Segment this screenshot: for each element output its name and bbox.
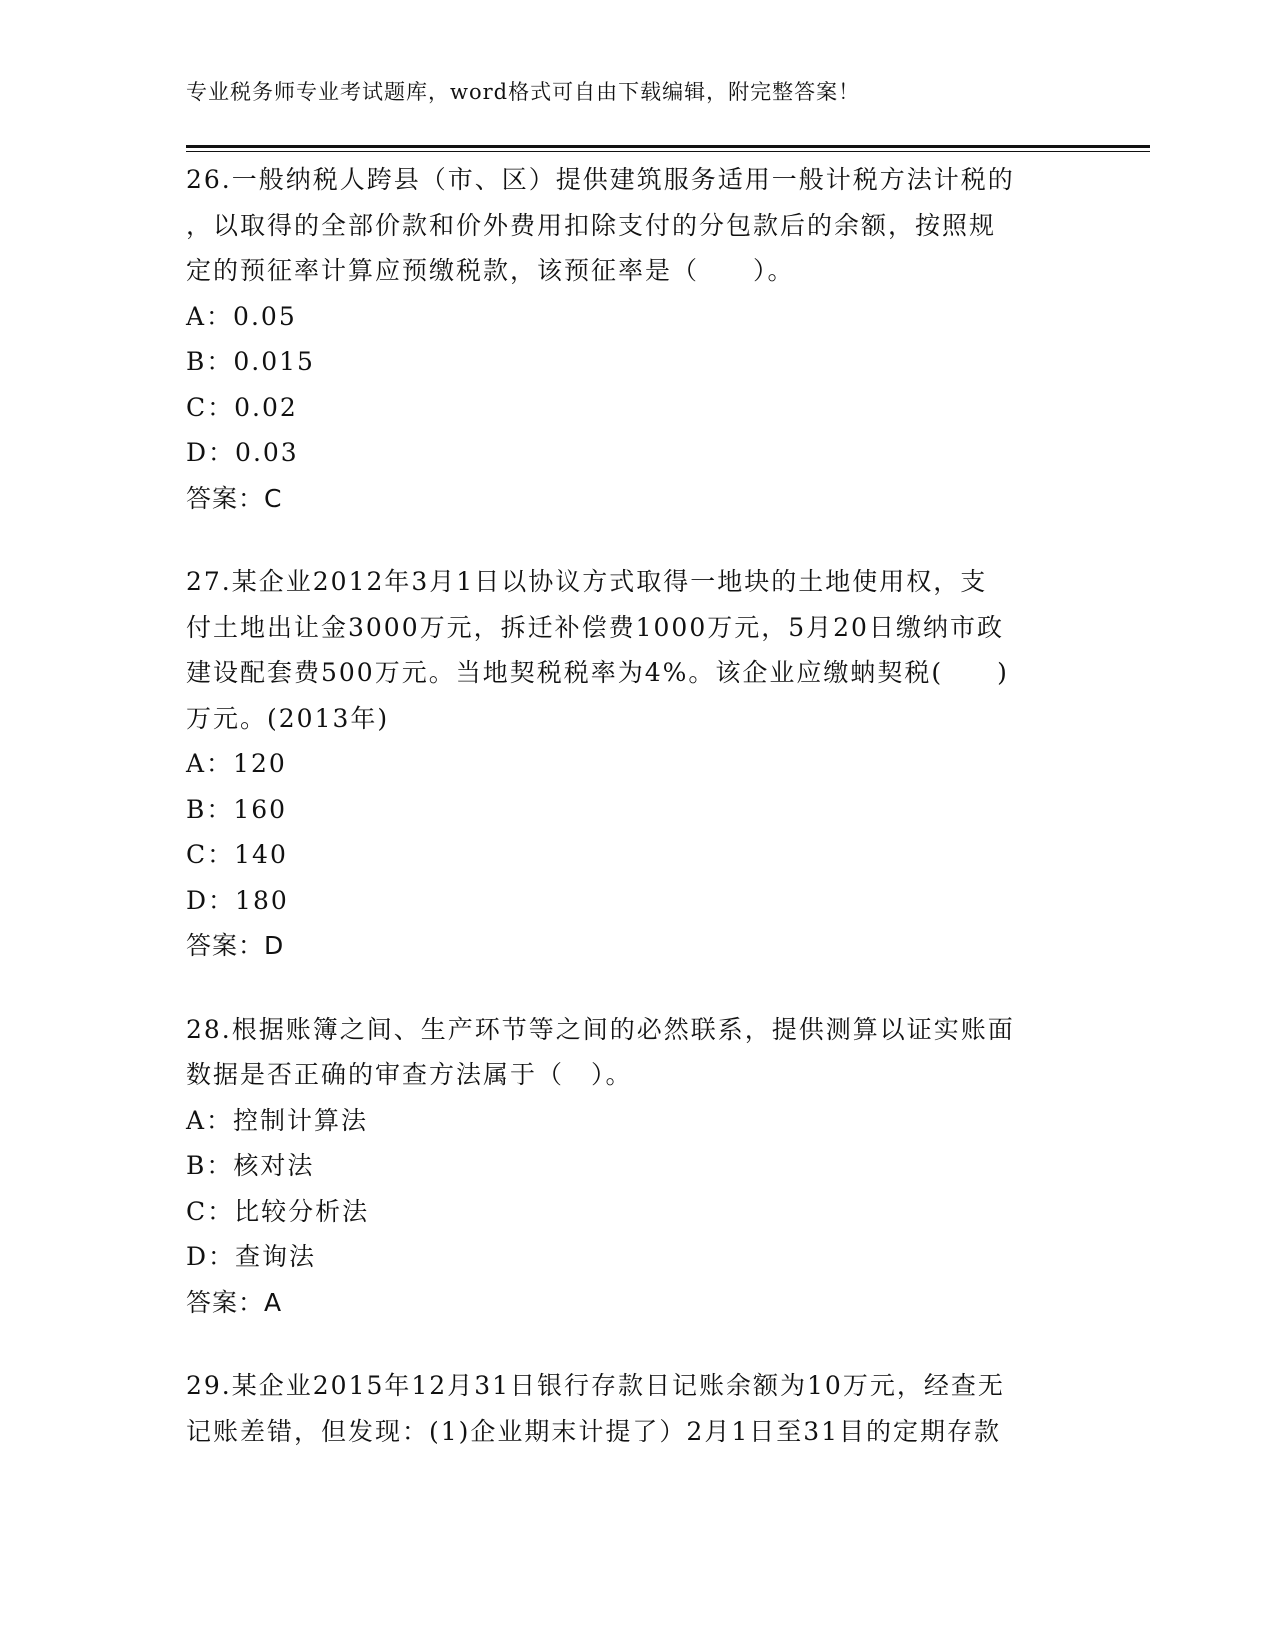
question-text-line: 28.根据账簿之间、生产环节等之间的必然联系，提供测算以证实账面 <box>186 1014 1015 1044</box>
question-text-line: 付土地出让金3000万元，拆迁补偿费1000万元，5月20日缴纳市政 <box>186 612 1004 642</box>
question-text-line: 建设配套费500万元。当地契税税率为4%。该企业应缴蚋契税( ) <box>186 658 1009 687</box>
option-d: D：180 <box>186 885 289 915</box>
option-d: D：0.03 <box>186 438 299 467</box>
option-c: C：140 <box>186 840 288 869</box>
question-list <box>186 157 1086 1492</box>
option-c: C：0.02 <box>186 392 298 422</box>
question-26 <box>186 157 1086 521</box>
option-b: B：0.015 <box>186 347 315 376</box>
answer: 答案：D <box>186 931 285 960</box>
question-text-line: 数据是否正确的审查方法属于（ ）。 <box>186 1060 633 1089</box>
question-text-line: 记账差错，但发现：(1)企业期末计提了）2月1日至31目的定期存款 <box>186 1416 1002 1446</box>
question-text-line: ，以取得的全部价款和价外费用扣除支付的分包款后的余额，按照规 <box>186 210 997 240</box>
option-d: D：查询法 <box>186 1242 317 1271</box>
question-text-line: 定的预征率计算应预缴税款，该预征率是（ ）。 <box>186 256 795 285</box>
question-text-line: 万元。(2013年) <box>186 703 390 733</box>
header-rule-thick <box>186 145 1150 148</box>
question-28 <box>186 1007 1086 1326</box>
document-header: 专业税务师专业考试题库，word格式可自由下载编辑，附完整答案！ <box>186 80 861 104</box>
header-rule-thin <box>186 151 1150 152</box>
option-a: A：0.05 <box>186 301 297 331</box>
question-text-line: 27.某企业2012年3月1日以协议方式取得一地块的土地使用权，支 <box>186 567 988 596</box>
question-text-line: 26.一般纳税人跨县（市、区）提供建筑服务适用一般计税方法计税的 <box>186 165 1015 194</box>
question-text-line: 29.某企业2015年12月31日银行存款日记账余额为10万元，经查无 <box>186 1371 1005 1400</box>
answer: 答案：C <box>186 483 283 513</box>
option-a: A：120 <box>186 749 287 778</box>
option-a: A：控制计算法 <box>186 1105 369 1135</box>
option-b: B：核对法 <box>186 1151 315 1180</box>
answer: 答案：A <box>186 1287 283 1317</box>
question-29 <box>186 1363 1086 1454</box>
question-27 <box>186 559 1086 969</box>
option-b: B：160 <box>186 794 288 824</box>
option-c: C：比较分析法 <box>186 1196 370 1226</box>
